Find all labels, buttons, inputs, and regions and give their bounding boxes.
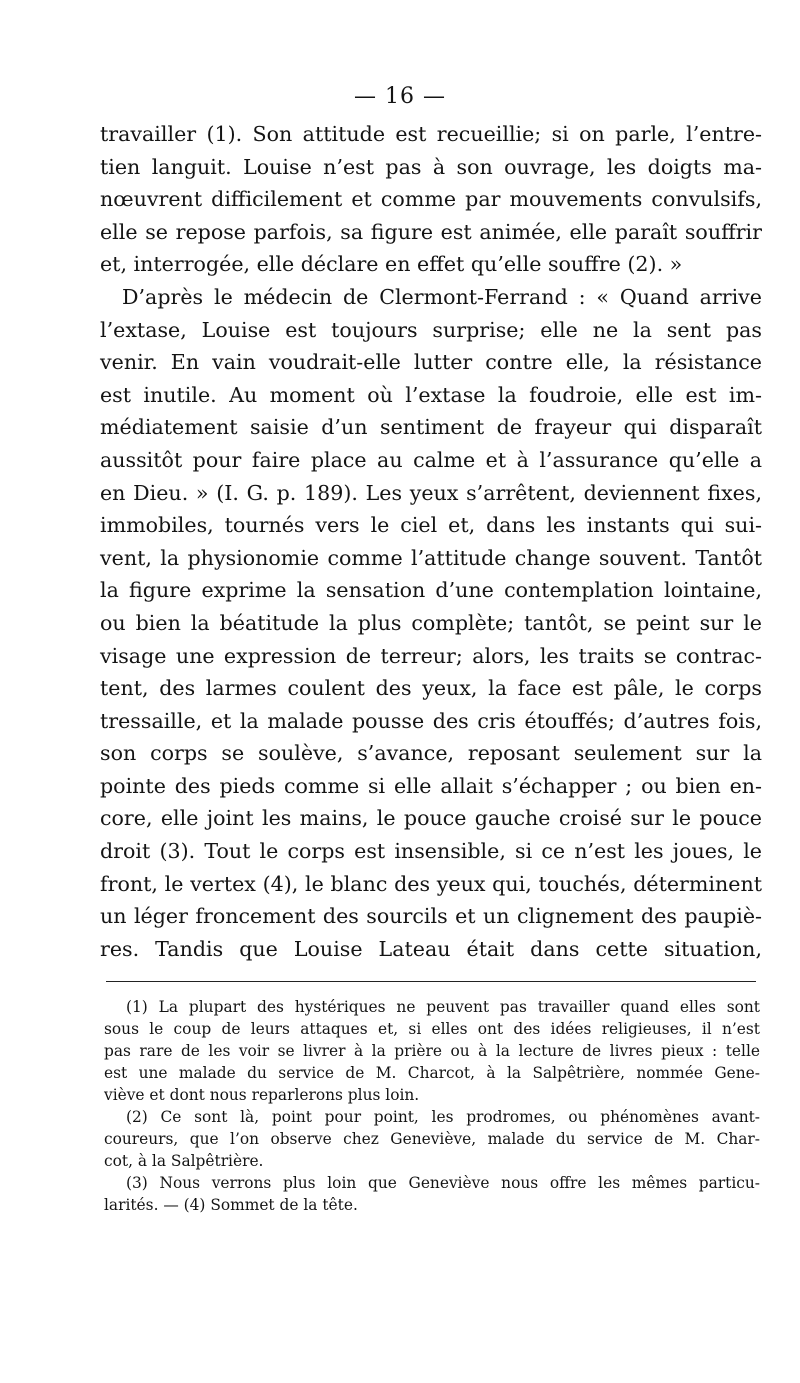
body-line: elle se repose parfois, sa figure est animée, elle paraît souffrir [100,219,762,244]
body-line: immobiles, tournés vers le ciel et, dans les instants qui sui- [100,513,762,538]
body-line: son corps se soulève, s’avance, reposant seulement sur la [100,741,762,766]
body-line: en Dieu. » (I. G. p. 189). Les yeux s’arrêtent, deviennent fixes, [100,480,762,505]
body-line: un léger froncement des sourcils et un clignement des paupiè- [100,904,762,929]
footnote-line: pas rare de les voir se livrer à la prière ou à la lecture de livres pieux : telle [104,1042,760,1060]
body-line: vent, la physionomie comme l’attitude change souvent. Tantôt [100,545,762,570]
body-line: core, elle joint les mains, le pouce gauche croisé sur le pouce [100,806,762,831]
footnote-line: sous le coup de leurs attaques et, si elles ont des idées religieuses, il n’est [104,1020,760,1038]
footnote-line: (3) Nous verrons plus loin que Geneviève nous offre les mêmes particu- [126,1174,760,1192]
footnote-line: cot, à la Salpêtrière. [104,1152,264,1170]
page-number: — 16 — [354,84,446,109]
footnote-line: viève et dont nous reparlerons plus loin. [104,1086,420,1104]
body-line: ou bien la béatitude la plus complète; tantôt, se peint sur le [100,610,762,635]
body-line: res. Tandis que Louise Lateau était dans cette situation, [100,936,762,961]
body-line: tien languit. Louise n’est pas à son ouvrage, les doigts ma- [100,154,762,179]
body-line: aussitôt pour faire place au calme et à l’assurance qu’elle a [100,447,762,472]
body-line: visage une expression de terreur; alors, les traits se contrac- [100,643,762,668]
footnote-line: est une malade du service de M. Charcot, à la Salpêtrière, nommée Gene- [104,1064,760,1082]
body-line: nœuvrent difficilement et comme par mouvements convulsifs, [100,187,762,212]
body-line: front, le vertex (4), le blanc des yeux qui, touchés, déterminent [100,871,762,896]
body-line: l’extase, Louise est toujours surprise; elle ne la sent pas [100,317,762,342]
body-line: tent, des larmes coulent des yeux, la face est pâle, le corps [100,676,762,701]
body-line: la figure exprime la sensation d’une contemplation lointaine, [100,578,762,603]
body-line: venir. En vain voudrait-elle lutter contre elle, la résistance [100,350,762,375]
body-line: D’après le médecin de Clermont-Ferrand : « Quand arrive [122,284,762,309]
footnote-line: (2) Ce sont là, point pour point, les prodromes, ou phénomènes avant- [126,1108,760,1126]
footnote-line: larités. — (4) Sommet de la tête. [104,1196,358,1214]
body-line: et, interrogée, elle déclare en effet qu’elle souffre (2). » [100,252,683,277]
body-line: tressaille, et la malade pousse des cris étouffés; d’autres fois, [100,708,762,733]
body-text [100,118,762,965]
footnote-separator [106,981,756,982]
footnote-line: (1) La plupart des hystériques ne peuvent pas travailler quand elles sont [126,998,760,1016]
footnote-line: coureurs, que l’on observe chez Geneviève, malade du service de M. Char- [104,1130,760,1148]
body-line: travailler (1). Son attitude est recueillie; si on parle, l’entre- [100,122,762,146]
body-line: droit (3). Tout le corps est insensible, si ce n’est les joues, le [100,839,762,864]
body-line: est inutile. Au moment où l’extase la foudroie, elle est im- [100,382,762,407]
footnotes [104,996,760,1216]
body-line: pointe des pieds comme si elle allait s’échapper ; ou bien en- [100,773,762,798]
body-line: médiatement saisie d’un sentiment de frayeur qui disparaît [100,415,762,440]
